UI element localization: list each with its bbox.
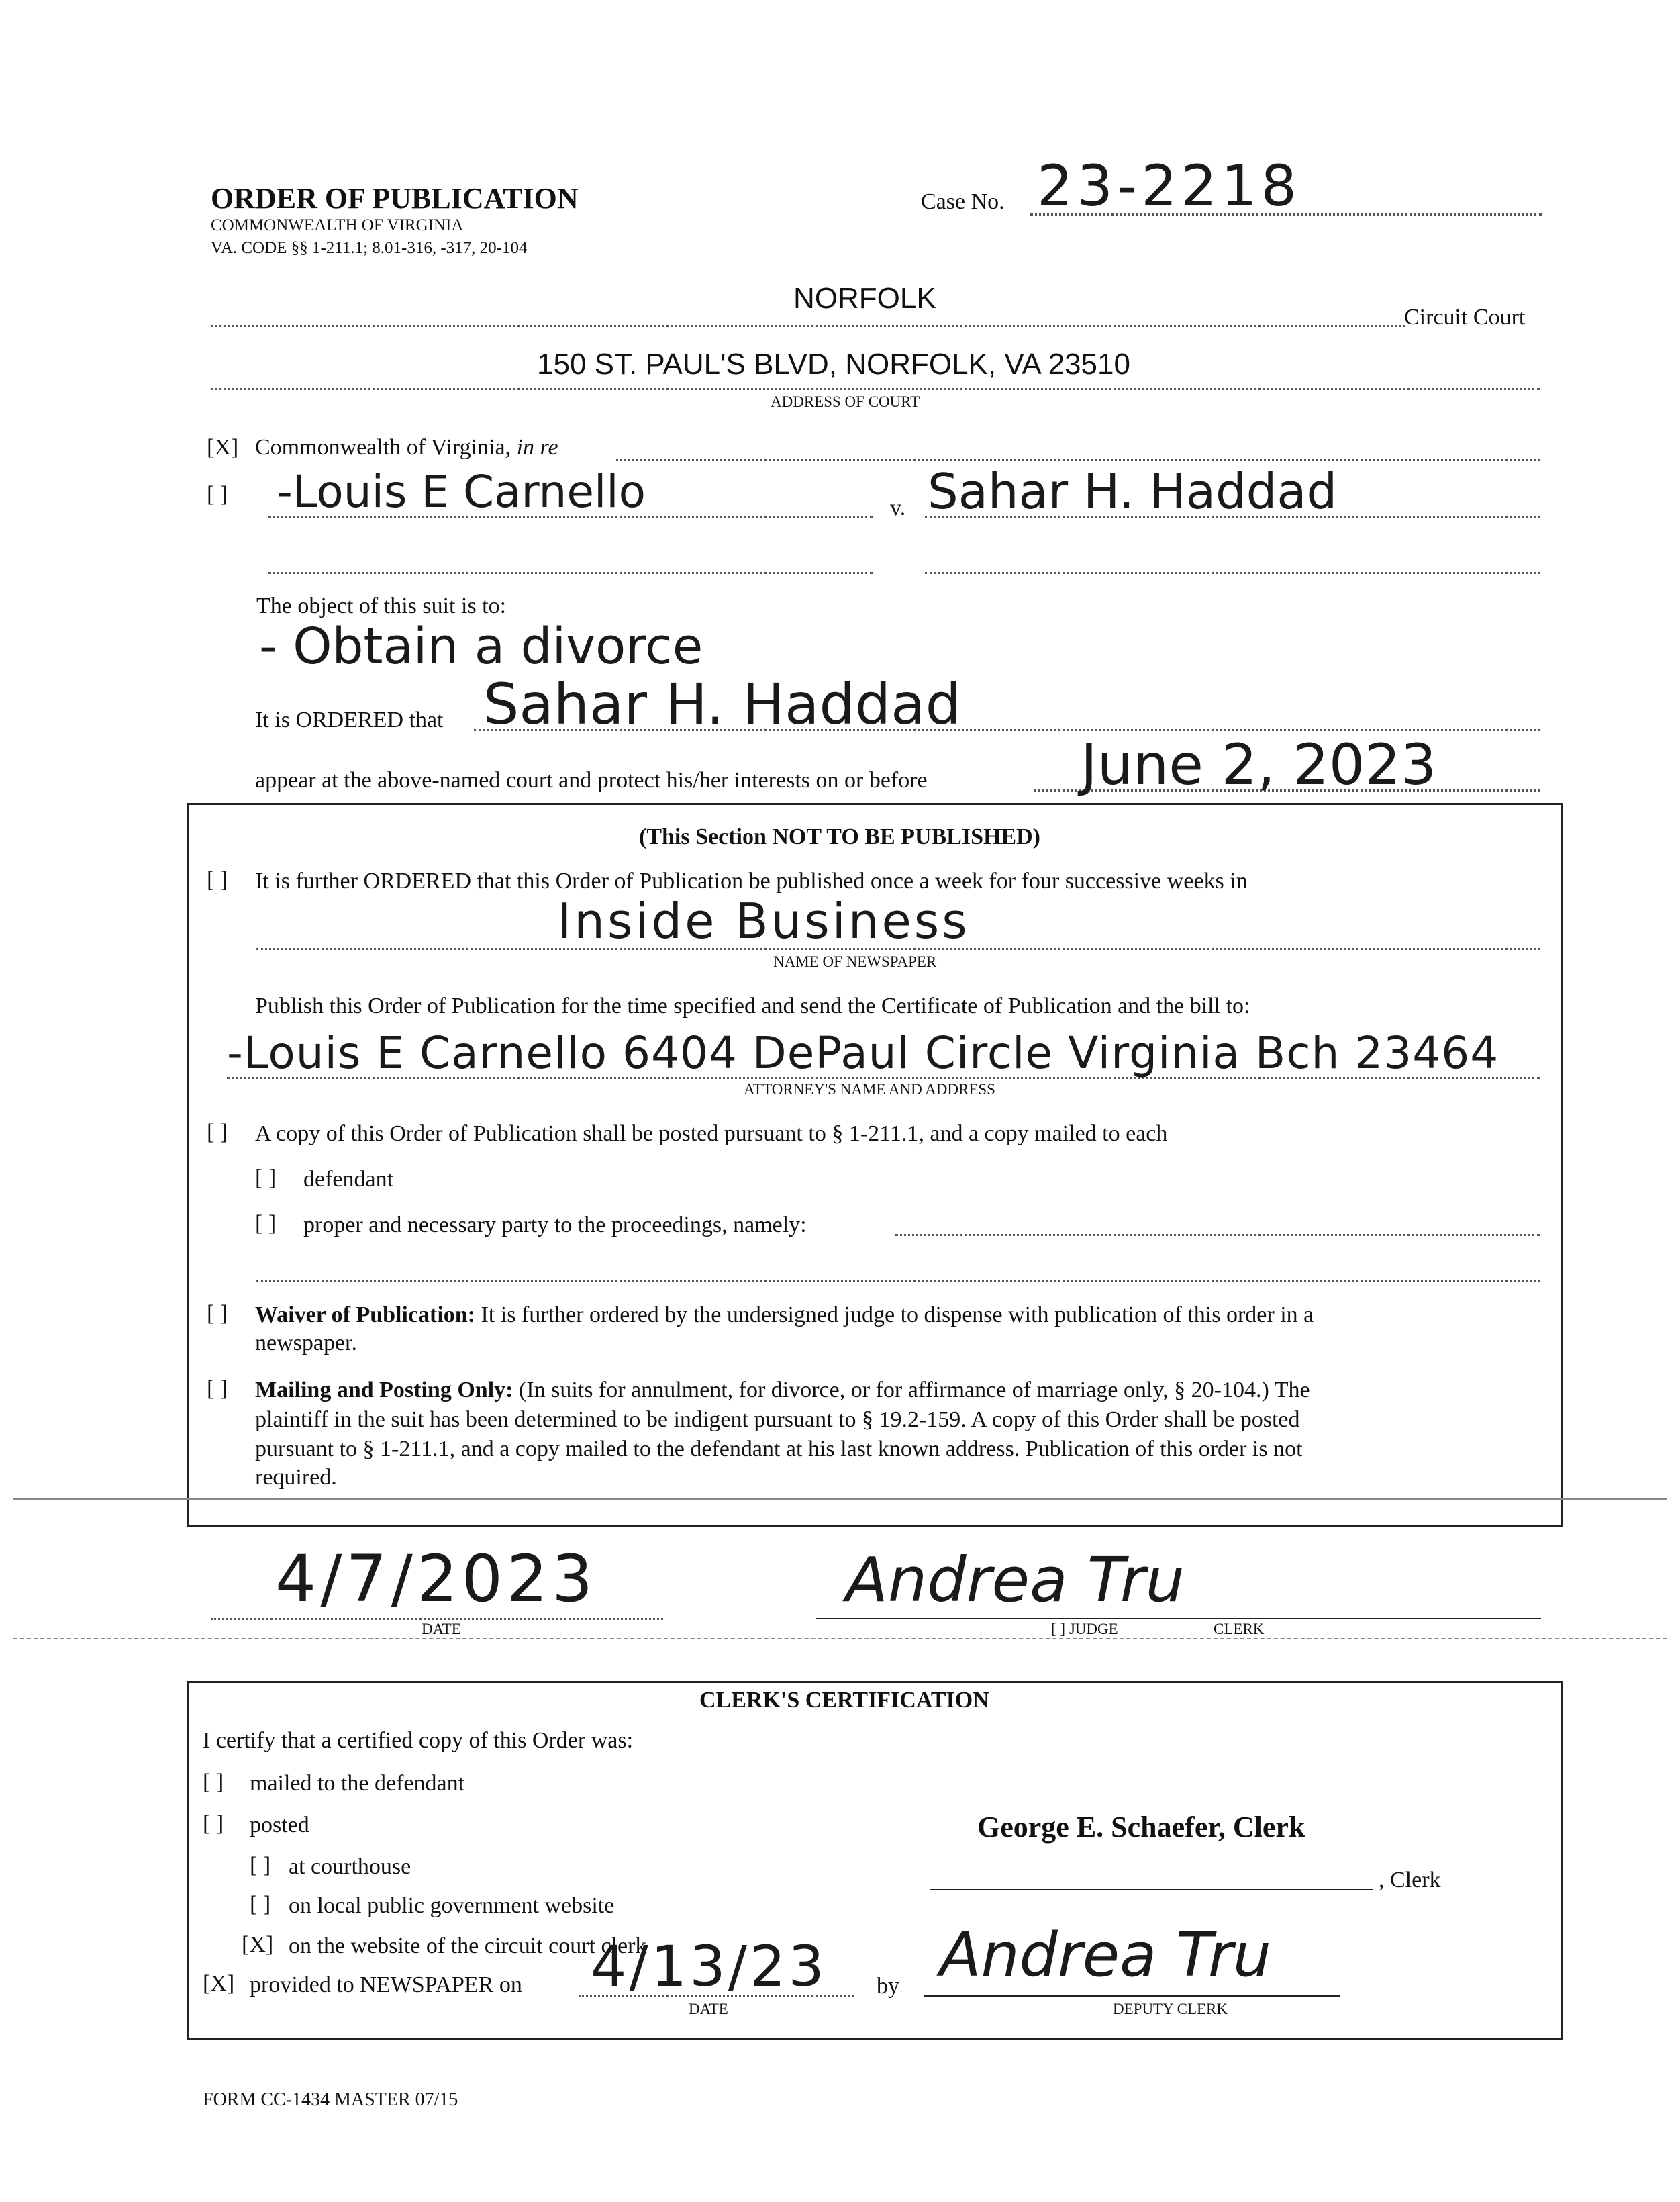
case-number-label: Case No. (921, 189, 1005, 214)
va-code-label: VA. CODE §§ 1-211.1; 8.01-316, -317, 20-104 (211, 239, 528, 257)
provided-date-caption: DATE (689, 2001, 728, 2017)
deputy-caption: DEPUTY CLERK (1113, 2001, 1228, 2017)
in-re-line (616, 459, 1540, 461)
party-label: proper and necessary party to the proceedings, namely: (303, 1212, 807, 1237)
by-label: by (877, 1974, 899, 1999)
order-date-value: 4/7/2023 (275, 1541, 597, 1617)
certification-heading: CLERK'S CERTIFICATION (699, 1688, 989, 1713)
judge-caption: [ ] JUDGE (1051, 1621, 1118, 1637)
signature-line (816, 1618, 1541, 1619)
mailing-text-4: required. (255, 1465, 337, 1490)
court-address: 150 ST. PAUL'S BLVD, NORFOLK, VA 23510 (537, 348, 1130, 381)
court-name: NORFOLK (793, 282, 936, 315)
newspaper-checkbox[interactable]: [ ] (207, 867, 228, 892)
clerk-name-line (930, 1889, 1373, 1890)
plaintiff-checkbox[interactable]: [ ] (207, 482, 228, 507)
defendant-label: defendant (303, 1167, 394, 1192)
order-signature: Andrea Tru (846, 1544, 1185, 1616)
gov-website-checkbox[interactable]: [ ] (250, 1892, 271, 1917)
mailed-checkbox[interactable]: [ ] (203, 1770, 224, 1794)
gov-website-label: on local public government website (289, 1893, 615, 1918)
commonwealth-checkbox[interactable]: [X] (207, 435, 239, 460)
mailing-text-2: plaintiff in the suit has been determined to be indigent pursuant to § 19.2-159. A copy of this Order shall be posted (255, 1407, 1300, 1432)
clerk-website-checkbox[interactable]: [X] (242, 1932, 274, 1957)
court-name-line (211, 325, 1405, 327)
party-line (895, 1234, 1540, 1236)
object-value: - Obtain a divorce (259, 618, 703, 675)
defendant-line-2 (925, 572, 1540, 574)
appear-date: June 2, 2023 (1081, 732, 1437, 798)
court-address-line (211, 388, 1540, 390)
circuit-court-label: Circuit Court (1404, 305, 1526, 330)
defendant-line (925, 516, 1540, 518)
newspaper-order-text: It is further ORDERED that this Order of Publication be published once a week for four successive weeks in (255, 869, 1248, 894)
mailing-text-3: pursuant to § 1-211.1, and a copy mailed to the defendant at his last known address. Publication of this order is not (255, 1437, 1303, 1462)
form-id: FORM CC-1434 MASTER 07/15 (203, 2089, 458, 2110)
case-number-value: 23-2218 (1037, 153, 1301, 219)
clerk-suffix: , Clerk (1379, 1868, 1441, 1893)
page-rule-dashed (13, 1638, 1667, 1639)
clerk-caption: CLERK (1214, 1621, 1265, 1637)
mailing-checkbox[interactable]: [ ] (207, 1376, 228, 1401)
mailed-label: mailed to the defendant (250, 1771, 465, 1796)
page-rule (13, 1498, 1667, 1500)
post-copy-checkbox[interactable]: [ ] (207, 1120, 228, 1145)
attorney-value: -Louis E Carnello 6404 DePaul Circle Virginia Bch 23464 (227, 1027, 1499, 1079)
defendant-checkbox[interactable]: [ ] (255, 1165, 277, 1190)
versus-label: v. (890, 495, 906, 520)
plaintiff-name: -Louis E Carnello (277, 466, 646, 518)
attorney-caption: ATTORNEY'S NAME AND ADDRESS (744, 1081, 995, 1098)
appear-label: appear at the above-named court and protect his/her interests on or before (255, 768, 928, 793)
order-date-line (211, 1618, 663, 1620)
plaintiff-line (268, 516, 873, 518)
party-checkbox[interactable]: [ ] (255, 1211, 277, 1236)
clerk-website-label: on the website of the circuit court clerk (289, 1933, 647, 1958)
courthouse-checkbox[interactable]: [ ] (250, 1853, 271, 1878)
commonwealth-label: COMMONWEALTH OF VIRGINIA (211, 216, 464, 234)
certification-intro: I certify that a certified copy of this Order was: (203, 1728, 634, 1753)
form-title: ORDER OF PUBLICATION (211, 182, 579, 215)
not-published-heading: (This Section NOT TO BE PUBLISHED) (639, 824, 1040, 849)
provided-newspaper-label: provided to NEWSPAPER on (250, 1972, 522, 1997)
mailing-text-1: Mailing and Posting Only: (In suits for annulment, for divorce, or for affirmance of marriage only, § 20-104.) The (255, 1378, 1310, 1402)
deputy-signature: Andrea Tru (940, 1920, 1271, 1991)
newspaper-caption: NAME OF NEWSPAPER (773, 953, 937, 970)
post-copy-text: A copy of this Order of Publication shall be posted pursuant to § 1-211.1, and a copy mailed to each (255, 1121, 1168, 1146)
ordered-name: Sahar H. Haddad (483, 671, 961, 737)
provided-newspaper-checkbox[interactable]: [X] (203, 1971, 235, 1996)
object-label: The object of this suit is to: (256, 593, 507, 618)
party-line-2 (256, 1280, 1540, 1282)
waiver-text-2: newspaper. (255, 1331, 358, 1355)
order-date-caption: DATE (422, 1621, 461, 1637)
send-bill-text: Publish this Order of Publication for the time specified and send the Certificate of Publication and the bill to: (255, 994, 1250, 1018)
commonwealth-in-re-label: Commonwealth of Virginia, in re (255, 435, 558, 460)
newspaper-value: Inside Business (557, 893, 970, 949)
plaintiff-line-2 (268, 572, 873, 574)
deputy-signature-line (924, 1995, 1340, 1997)
ordered-label: It is ORDERED that (255, 708, 444, 732)
address-caption: ADDRESS OF COURT (771, 393, 920, 410)
provided-date-value: 4/13/23 (591, 1933, 827, 1999)
courthouse-label: at courthouse (289, 1854, 411, 1879)
posted-label: posted (250, 1813, 309, 1837)
posted-checkbox[interactable]: [ ] (203, 1811, 224, 1836)
defendant-name: Sahar H. Haddad (928, 463, 1338, 520)
waiver-text: Waiver of Publication: It is further ordered by the undersigned judge to dispense with publication of this order in a (255, 1302, 1314, 1327)
clerk-name: George E. Schaefer, Clerk (977, 1811, 1305, 1844)
waiver-checkbox[interactable]: [ ] (207, 1301, 228, 1326)
